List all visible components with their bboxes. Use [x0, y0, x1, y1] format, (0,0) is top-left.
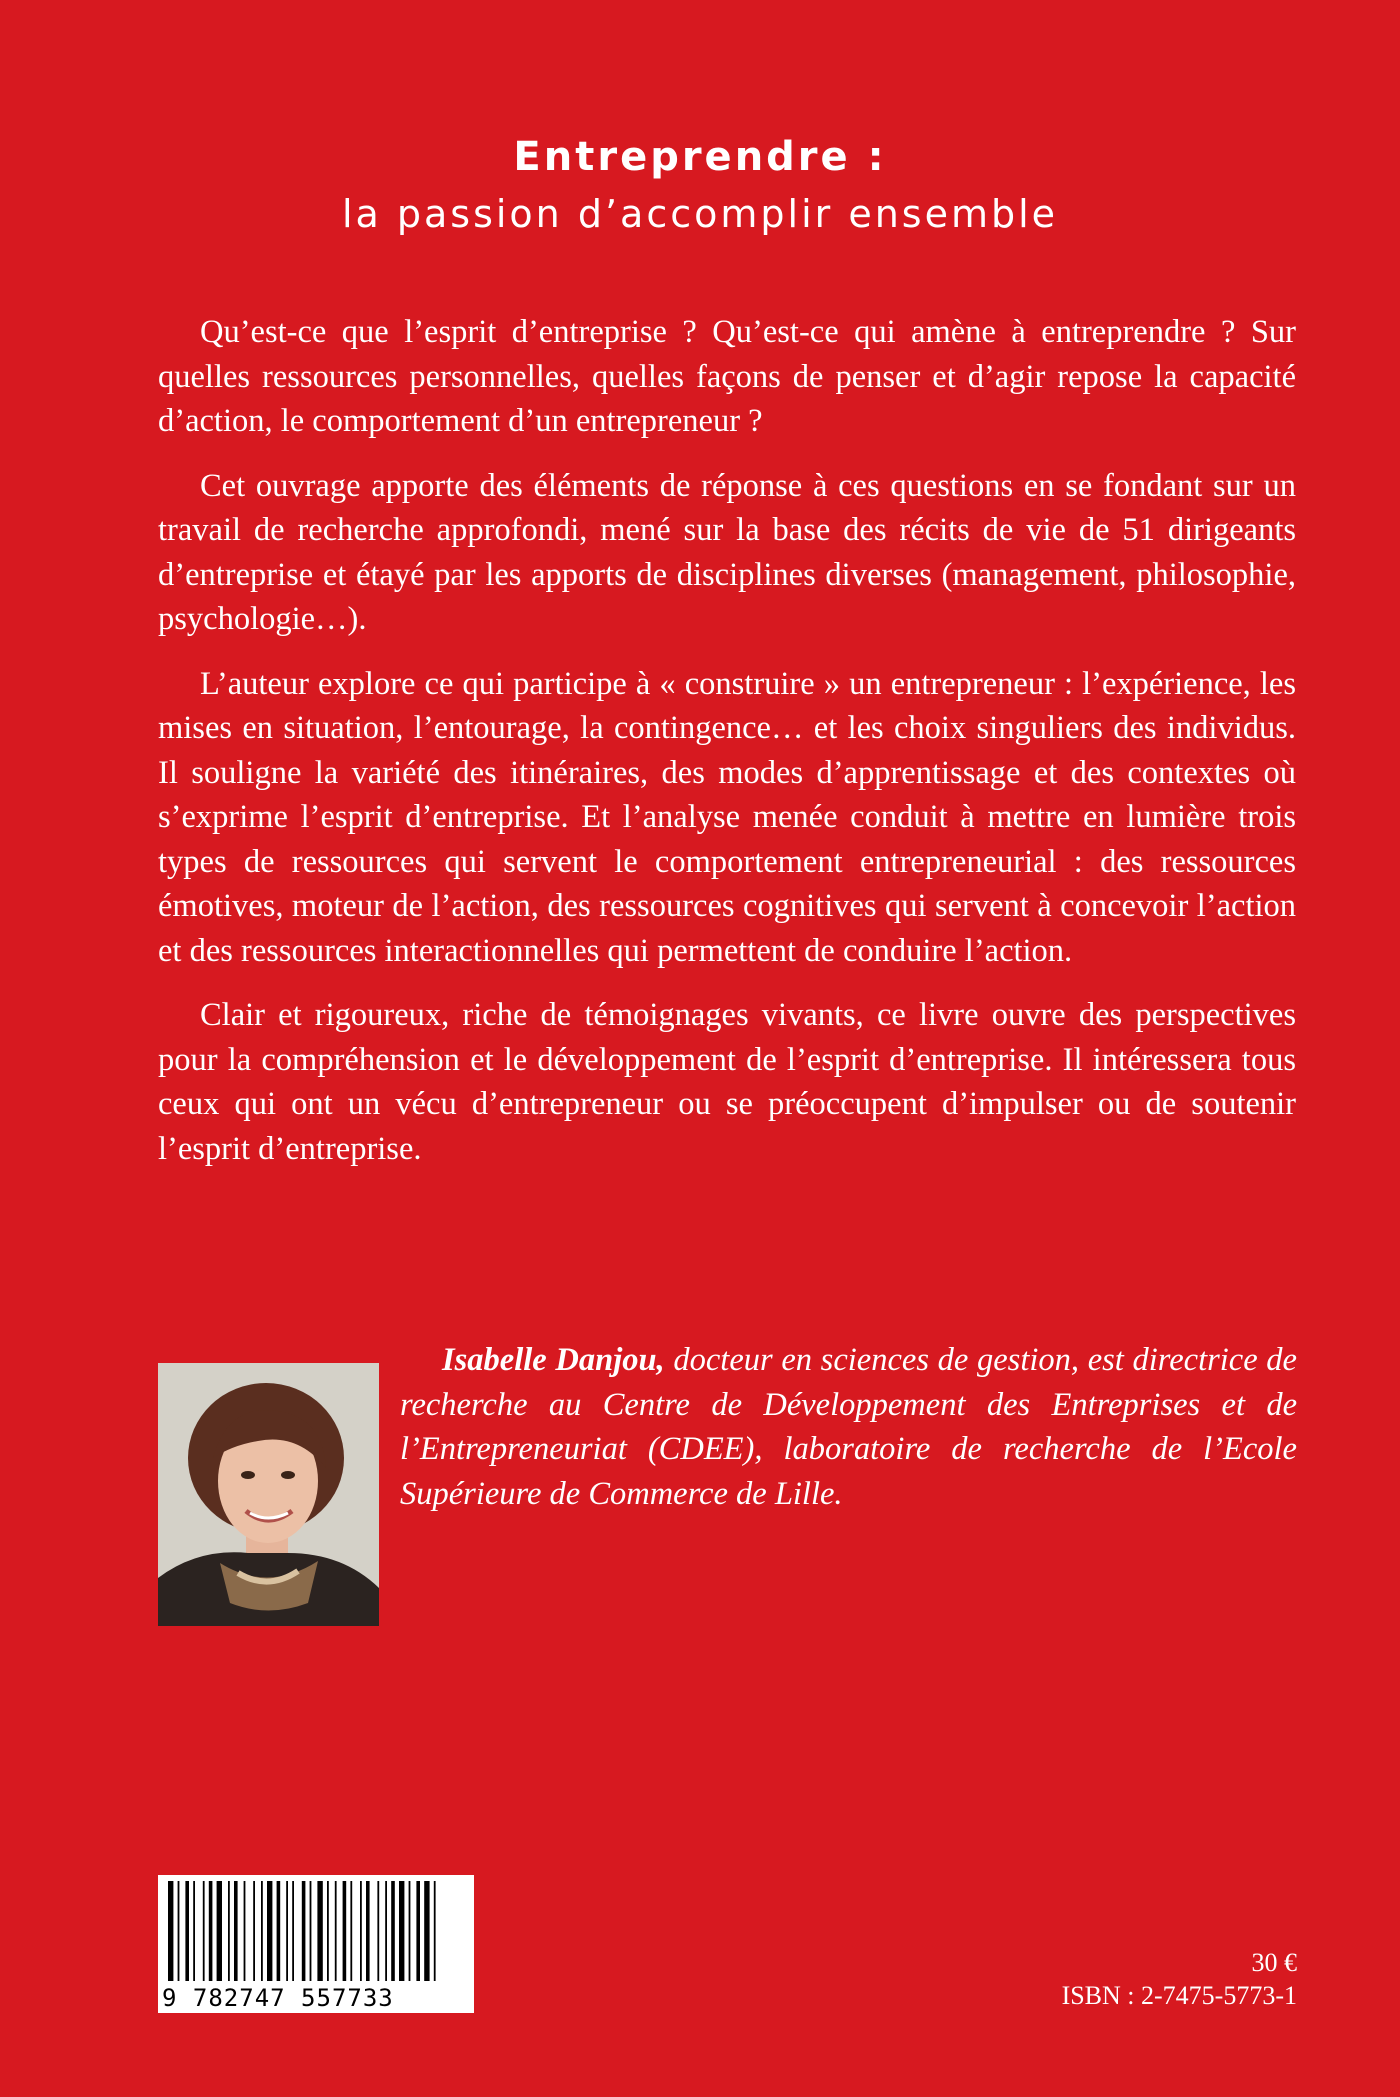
- barcode-bar: [416, 1881, 420, 1981]
- barcode-bar: [267, 1881, 272, 1981]
- barcode-bar: [409, 1881, 411, 1981]
- barcode-bar: [343, 1881, 347, 1981]
- barcode-bar: [335, 1881, 337, 1981]
- barcode-bar: [228, 1881, 230, 1981]
- barcode-bar: [234, 1881, 238, 1981]
- barcode-bar: [302, 1881, 306, 1981]
- price-label: 30 €: [1251, 1948, 1297, 1977]
- book-subtitle: la passion d’accomplir ensemble: [341, 192, 1059, 236]
- blurb-paragraph: L’auteur explore ce qui participe à « construire » un entrepreneur : l’expérience, les mises en situation, l’entourage, la contingence… et les choix singuliers des individus. Il souligne la variété des itinéraires, des modes d’apprentissage et des contextes où s’exprime l’esprit d’entreprise. Et l’analyse menée conduit à mettre en lumière trois types de ressources qui servent le comportement entrepreneurial : des ressources émotives, moteur de l’action, des ressources cognitives qui servent à concevoir l’action et des ressources interactionnelles qui permettent de conduire l’action.: [158, 665, 1296, 969]
- author-name: Isabelle Danjou,: [442, 1342, 665, 1378]
- barcode-bar: [209, 1881, 213, 1981]
- barcode: [158, 1875, 474, 2013]
- barcode-bar: [317, 1881, 322, 1981]
- barcode-bar: [286, 1881, 288, 1981]
- barcode-bar: [178, 1881, 180, 1981]
- book-title: Entreprendre :: [513, 134, 887, 180]
- barcode-bar: [377, 1881, 379, 1981]
- author-bio-text: docteur en sciences de gestion, est directrice de recherche au Centre de Développement des Entreprises et de l’Entrepreneuriat (CDEE), laboratoire de recherche de l’Ecole Supérieure de Commerce de Lille.: [400, 1342, 1297, 1512]
- barcode-bar: [434, 1881, 436, 1981]
- barcode-bar: [261, 1881, 263, 1981]
- barcode-bar: [292, 1881, 294, 1981]
- barcode-bar: [366, 1881, 370, 1981]
- barcode-bar: [327, 1881, 329, 1981]
- isbn-label: ISBN : 2-7475-5773-1: [1061, 1981, 1297, 2010]
- blurb-paragraph: Cet ouvrage apporte des éléments de réponse à ces questions en se fondant sur un travail de recherche approfondi, mené sur la base des récits de vie de 51 dirigeants d’entreprise et étayé par les apports de disciplines diverses (management, philosophie, psychologie…).: [158, 467, 1296, 637]
- blurb-text: [158, 310, 1296, 1191]
- blurb-paragraph: Qu’est-ce que l’esprit d’entreprise ? Qu’est-ce qui amène à entreprendre ? Sur quelles ressources personnelles, quelles façons de penser et d’agir repose la capacité d’action, le comportement d’un entrepreneur ?: [158, 314, 1296, 439]
- barcode-bar: [168, 1881, 173, 1981]
- barcode-bar: [217, 1881, 222, 1981]
- barcode-bar: [385, 1881, 387, 1981]
- author-portrait-photo: [158, 1363, 379, 1626]
- barcode-bar: [277, 1881, 281, 1981]
- barcode-bar: [399, 1881, 404, 1981]
- barcode-bar: [424, 1881, 429, 1981]
- barcode-bar: [185, 1881, 189, 1981]
- barcode-digits: 9 782747 557733: [158, 1985, 474, 2011]
- barcode-bars: [158, 1875, 474, 1985]
- cover-title-block: [0, 128, 1400, 242]
- barcode-bar: [203, 1881, 205, 1981]
- author-bio: [400, 1338, 1297, 1516]
- blurb-paragraph: Clair et rigoureux, riche de témoignages vivants, ce livre ouvre des perspectives pour la compréhension et le développement de l’esprit d’entreprise. Il intéressera tous ceux qui ont un vécu d’entrepreneur ou se préoccupent d’impulser ou de soutenir l’esprit d’entreprise.: [158, 997, 1296, 1167]
- barcode-bar: [350, 1881, 352, 1981]
- author-bio-paragraph: [400, 1338, 1297, 1516]
- barcode-bar: [244, 1881, 246, 1981]
- author-portrait-image: [158, 1363, 379, 1626]
- barcode-bar: [193, 1881, 195, 1981]
- barcode-bar: [391, 1881, 395, 1981]
- barcode-bar: [253, 1881, 255, 1981]
- barcode-bar: [310, 1881, 312, 1981]
- barcode-bar: [360, 1881, 362, 1981]
